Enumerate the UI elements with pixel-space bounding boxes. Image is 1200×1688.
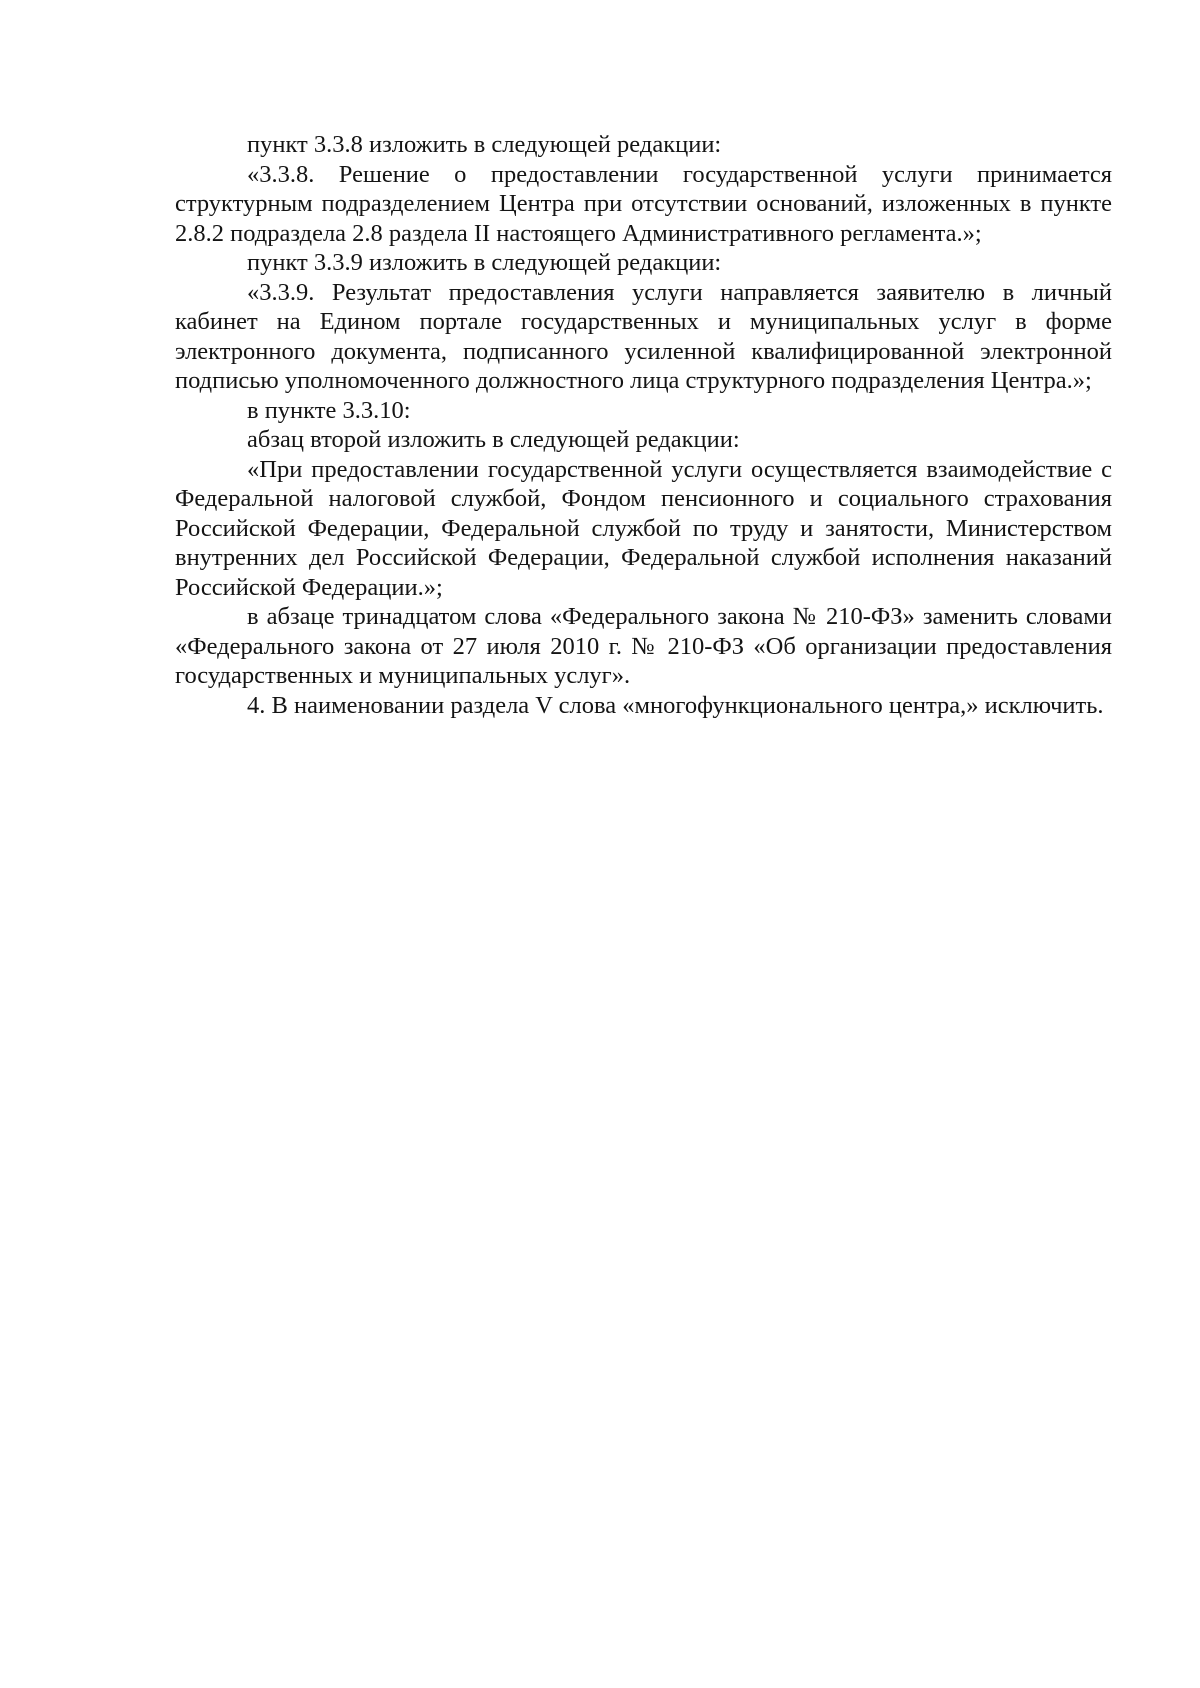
paragraph-interaction-text: «При предоставлении государственной услуги осуществляется взаимодействие с Федеральной налоговой службой, Фондом пенсионного и социального страхования Российской Федерации, Федеральной службой по труду и занятости, Министерством внутренних дел Российской Федерации, Федеральной службой исполнения наказаний Российской Федерации.»; xyxy=(175,455,1112,601)
paragraph-item-3-3-8-heading: пункт 3.3.8 изложить в следующей редакции: xyxy=(247,131,722,158)
paragraph-section-v-rename: 4. В наименовании раздела V слова «многофункционального центра,» исключить. xyxy=(247,691,1104,719)
paragraph-second-abzac-heading: абзац второй изложить в следующей редакции: xyxy=(247,426,740,453)
paragraph-item-3-3-10-heading: в пункте 3.3.10: xyxy=(247,396,411,424)
paragraph-item-3-3-8-text: «3.3.8. Решение о предоставлении государственной услуги принимается структурным подразделением Центра при отсутствии оснований, изложенных в пункте 2.8.2 подраздела 2.8 раздела II настоящего Административного регламента.»; xyxy=(175,160,1112,247)
document-body xyxy=(175,130,1112,720)
paragraph-item-3-3-9-text: «3.3.9. Результат предоставления услуги направляется заявителю в личный кабинет на Едином портале государственных и муниципальных услуг в форме электронного документа, подписанного усиленной квалифицированной электронной подписью уполномоченного должностного лица структурного подразделения Центра.»; xyxy=(175,278,1112,394)
paragraph-item-3-3-9-heading: пункт 3.3.9 изложить в следующей редакции: xyxy=(247,249,722,276)
paragraph-thirteenth-abzac: в абзаце тринадцатом слова «Федерального закона № 210-ФЗ» заменить словами «Федерального закона от 27 июля 2010 г. № 210-ФЗ «Об организации предоставления государственных и муниципальных услуг». xyxy=(175,603,1112,689)
